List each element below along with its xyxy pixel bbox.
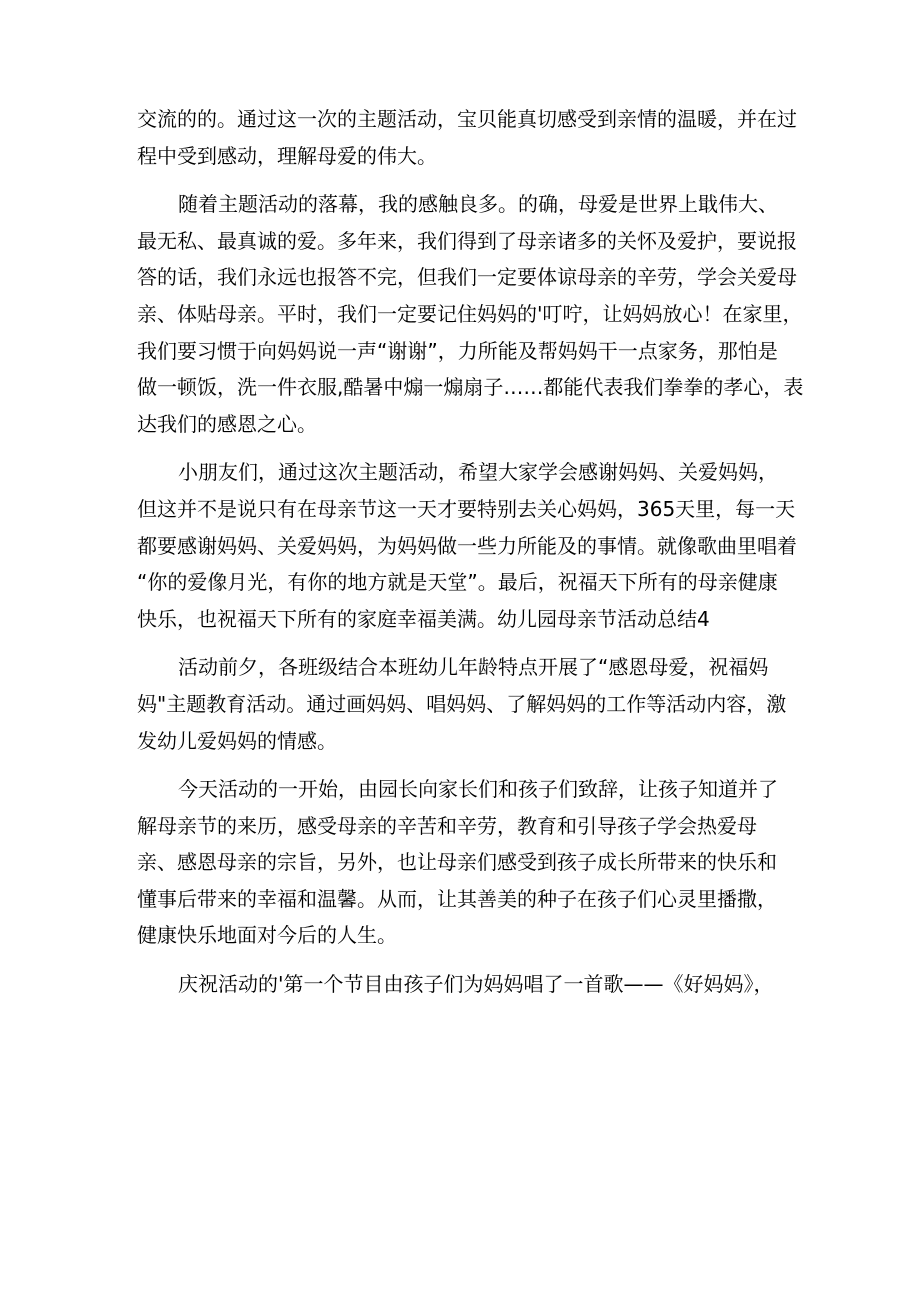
- text-line: 妈"主题教育活动。通过画妈妈、唱妈妈、了解妈妈的工作等活动内容，激: [137, 691, 787, 716]
- text-line: “你的爱像月光，有你的地方就是天堂”。最后，祝福天下所有的母亲健康: [137, 570, 778, 595]
- text-line: 但这并不是说只有在母亲节这一天才要特别去关心妈妈，365天里，每一天: [137, 496, 796, 521]
- text-line: 交流的的。通过这一次的主题活动，宝贝能真切感受到亲情的温暖，并在过: [137, 107, 797, 131]
- document-body: [137, 101, 804, 1003]
- paragraph: [137, 966, 797, 1003]
- text-line: 达我们的感恩之心。: [137, 411, 317, 436]
- text-line: 快乐，也祝福天下所有的家庭幸福美满。幼儿园母亲节活动总结4: [137, 606, 710, 631]
- text-line: 程中受到感动，理解母爱的伟大。: [137, 143, 437, 168]
- text-line: 答的话，我们永远也报答不完，但我们一定要体谅母亲的辛劳，学会关爱母: [137, 265, 797, 290]
- text-line: 亲、感恩母亲的宗旨，另外，也让母亲们感受到孩子成长所带来的快乐和: [137, 850, 777, 875]
- text-line: 做一顿饭，洗一件衣服,酷暑中煽一煽扇子……都能代表我们拳拳的孝心，表: [137, 375, 804, 400]
- text-line: 庆祝活动的'第一个节目由孩子们为妈妈唱了一首歌——《好妈妈》，: [178, 972, 774, 997]
- text-line: 懂事后带来的幸福和温馨。从而，让其善美的种子在孩子们心灵里播撒，: [137, 886, 777, 911]
- paragraph: [137, 454, 797, 637]
- text-line: 亲、体贴母亲。平时，我们一定要记住妈妈的'叮咛，让妈妈放心！在家里，: [137, 301, 803, 326]
- paragraph: [137, 649, 797, 759]
- text-line: 健康快乐地面对今后的人生。: [137, 923, 397, 948]
- text-line: 小朋友们，通过这次主题活动，希望大家学会感谢妈妈、关爱妈妈，: [178, 460, 778, 485]
- text-line: 发幼儿爱妈妈的情感。: [137, 728, 337, 753]
- text-line: 都要感谢妈妈、关爱妈妈，为妈妈做一些力所能及的事情。就像歌曲里唱着: [137, 533, 797, 558]
- text-line: 解母亲节的来历，感受母亲的辛苦和辛劳，教育和引导孩子学会热爱母: [137, 813, 757, 838]
- text-line: 我们要习惯于向妈妈说一声“谢谢”，力所能及帮妈妈干一点家务，那怕是: [137, 338, 778, 363]
- paragraph: [137, 186, 804, 442]
- paragraph: [137, 101, 797, 174]
- text-line: 随着主题活动的落幕，我的感触良多。的确，母爱是世界上戢伟大、: [178, 192, 778, 217]
- paragraph: [137, 771, 797, 954]
- text-line: 活动前夕，各班级结合本班幼儿年龄特点开展了“感恩母爱，祝福妈: [178, 655, 769, 680]
- text-line: 最无私、最真诚的爱。多年来，我们得到了母亲诸多的关怀及爱护，要说报: [137, 228, 797, 253]
- text-line: 今天活动的一开始，由园长向家长们和孩子们致辞，让孩子知道并了: [178, 777, 778, 802]
